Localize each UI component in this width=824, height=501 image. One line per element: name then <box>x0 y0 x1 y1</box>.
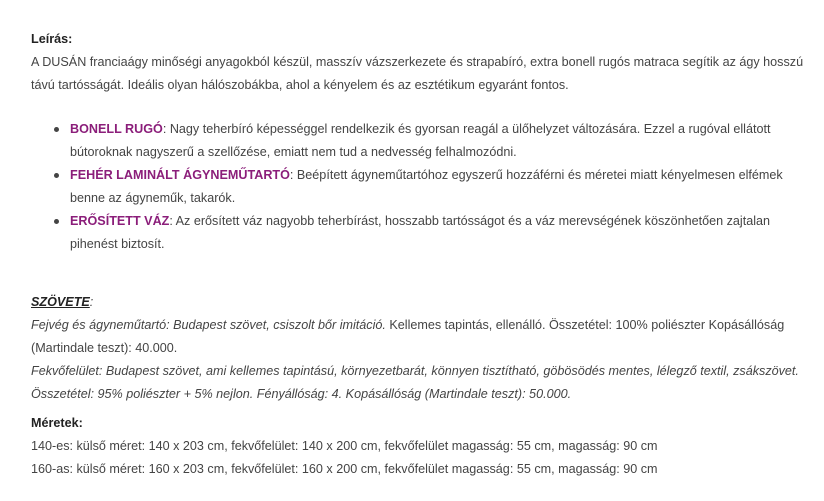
bullet-icon <box>54 173 59 178</box>
dimension-row: 140-es: külső méret: 140 x 203 cm, fekvőfelület: 140 x 200 cm, fekvőfelület magasság: 55 cm, magasság: 90 cm <box>31 439 658 453</box>
fabric-headboard-normal: Kellemes tapintás, ellenálló. Összetétel: 100% poliészter Kopásállóság (Martindale teszt): 40.000. <box>31 318 785 355</box>
fabric-heading-line <box>31 291 810 314</box>
fabric-section <box>31 291 810 406</box>
fabric-headboard-italic: Fejvég és ágyneműtartó: Budapest szövet, csiszolt bőr imitáció. <box>31 318 386 332</box>
feature-item-bonell <box>52 118 810 164</box>
feature-item-storage <box>52 164 810 210</box>
bullet-icon <box>54 127 59 132</box>
fabric-headboard-text <box>31 314 810 360</box>
fabric-mattress-text: Fekvőfelület: Budapest szövet, ami kellemes tapintású, környezetbarát, könnyen tisztítható, göbösödés mentes, lélegző textil, zsákszövet. Összetétel: 95% poliészter + 5% nejlon. Fényállóság: 4. Kopásállóság (Martindale teszt): 50.000. <box>31 364 799 401</box>
feature-title: BONELL RUGÓ <box>70 122 163 136</box>
feature-item-frame <box>52 210 810 256</box>
dimensions-section <box>31 412 810 481</box>
feature-text: : Az erősített váz nagyobb teherbírást, hosszabb tartósságot és a váz merevségének köszönhetően zajtalan pihenést biztosít. <box>70 214 771 251</box>
description-heading: Leírás: <box>31 32 73 46</box>
dimensions-heading: Méretek: <box>31 416 83 430</box>
dimension-row: 160-as: külső méret: 160 x 203 cm, fekvőfelület: 160 x 200 cm, fekvőfelület magasság: 55 cm, magasság: 90 cm <box>31 462 658 476</box>
fabric-colon: : <box>89 295 94 309</box>
feature-title: FEHÉR LAMINÁLT ÁGYNEMŰTARTÓ <box>70 168 290 182</box>
description-section <box>31 28 810 97</box>
feature-title: ERŐSÍTETT VÁZ <box>70 214 170 228</box>
bullet-icon <box>54 219 59 224</box>
feature-text: : Nagy teherbíró képességgel rendelkezik és gyorsan reagál a ülőhelyzet változására. Ezzel a rugóval ellátott bútoroknak nagyszerű a szellőzése, emiatt nem tud a nedvesség felhalmozódni. <box>70 122 771 159</box>
feature-list <box>52 118 810 256</box>
description-text: A DUSÁN franciaágy minőségi anyagokból készül, masszív vázszerkezete és strapabíró, extra bonell rugós matraca segítik az ágy hosszú távú tartósságát. Ideális olyan hálószobákba, ahol a kényelem és az esztétikum egyaránt fontos. <box>31 55 804 92</box>
feature-text: : Beépített ágyneműtartóhoz egyszerű hozzáférni és méretei miatt kényelmesen elfémek benne az ágyneműk, takarók. <box>70 168 783 205</box>
fabric-title: SZÖVETE <box>31 295 90 309</box>
